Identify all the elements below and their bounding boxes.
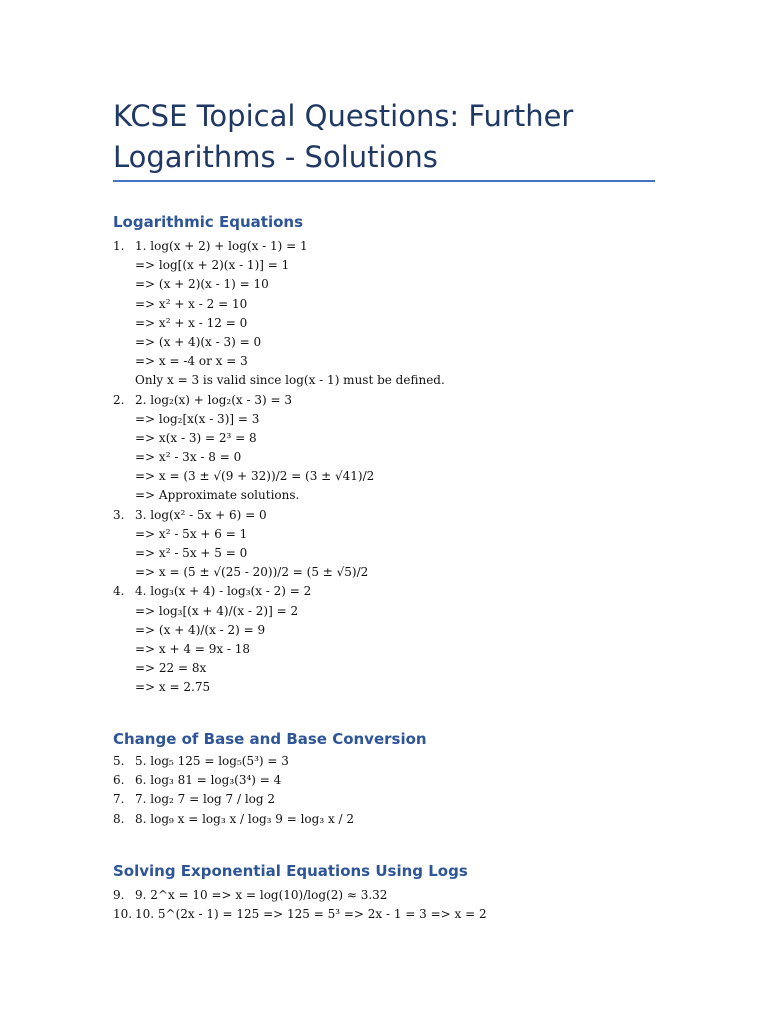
item-number: 4. <box>113 584 125 599</box>
item-line: => Approximate solutions. <box>135 488 300 503</box>
item-line: 2. log₂(x) + log₂(x - 3) = 3 <box>135 392 292 407</box>
section-heading-logarithmic-equations: Logarithmic Equations <box>113 213 304 231</box>
item-line: Only x = 3 is valid since log(x - 1) must be defined. <box>135 373 445 388</box>
item-number: 2. <box>113 392 125 407</box>
list-item <box>113 886 487 905</box>
item-number: 1. <box>113 239 125 253</box>
title-line-1: KCSE Topical Questions: Further <box>113 99 574 133</box>
item-number: 8. <box>113 811 125 826</box>
item-line: 10. 5^(2x - 1) = 125 => 125 = 5³ => 2x - 1 = 3 => x = 2 <box>135 907 487 922</box>
list-item <box>113 771 354 790</box>
item-number: 9. <box>113 888 125 902</box>
item-line: => x² - 5x + 5 = 0 <box>135 546 248 560</box>
list-item <box>113 391 445 506</box>
item-number: 10. <box>113 907 133 922</box>
item-line: 3. log(x² - 5x + 6) = 0 <box>135 507 267 522</box>
title-line-2: Logarithms - Solutions <box>113 140 438 174</box>
item-line: 6. log₃ 81 = log₃(3⁴) = 4 <box>135 773 282 788</box>
list-item <box>113 582 445 697</box>
item-line: 5. log₅ 125 = log₅(5³) = 3 <box>135 754 289 768</box>
item-line: => log₃[(x + 4)/(x - 2)] = 2 <box>135 603 299 618</box>
list-item <box>113 810 354 829</box>
item-line: => x = -4 or x = 3 <box>135 354 248 369</box>
item-line: => x(x - 3) = 2³ = 8 <box>135 430 257 445</box>
item-line: => x² + x - 2 = 10 <box>135 296 248 311</box>
item-line: => x² - 3x - 8 = 0 <box>135 450 242 465</box>
item-number: 7. <box>113 792 125 807</box>
item-line: 1. log(x + 2) + log(x - 1) = 1 <box>135 239 308 253</box>
item-line: 8. log₉ x = log₃ x / log₃ 9 = log₃ x / 2 <box>135 811 355 826</box>
item-line: => log₂[x(x - 3)] = 3 <box>135 411 260 426</box>
document-title <box>113 96 673 178</box>
item-line: => 22 = 8x <box>135 661 207 676</box>
section-list-logarithmic-equations <box>113 237 445 698</box>
section-heading-exponential-equations: Solving Exponential Equations Using Logs <box>113 862 468 880</box>
item-number: 3. <box>113 507 125 522</box>
item-line: => x = (5 ± √(25 - 20))/2 = (5 ± √5)/2 <box>135 565 369 580</box>
item-number: 5. <box>113 754 125 768</box>
title-underline <box>113 180 655 182</box>
list-item <box>113 506 445 583</box>
item-line: 9. 2^x = 10 => x = log(10)/log(2) ≈ 3.32 <box>135 888 388 902</box>
list-item <box>113 905 487 924</box>
item-line: => x² + x - 12 = 0 <box>135 315 248 330</box>
section-list-exponential-equations <box>113 886 487 924</box>
list-item <box>113 237 445 391</box>
item-line: => (x + 4)(x - 3) = 0 <box>135 334 262 349</box>
item-line: => x + 4 = 9x - 18 <box>135 641 251 656</box>
section-list-change-of-base <box>113 752 354 829</box>
list-item <box>113 752 354 771</box>
item-line: 4. log₃(x + 4) - log₃(x - 2) = 2 <box>135 584 312 599</box>
item-line: => (x + 2)(x - 1) = 10 <box>135 277 269 292</box>
list-item <box>113 790 354 809</box>
section-heading-change-of-base: Change of Base and Base Conversion <box>113 730 427 748</box>
item-line: => log[(x + 2)(x - 1)] = 1 <box>135 258 290 273</box>
item-line: => x = (3 ± √(9 + 32))/2 = (3 ± √41)/2 <box>135 469 375 484</box>
item-line: => x = 2.75 <box>135 680 211 695</box>
item-number: 6. <box>113 773 125 788</box>
item-line: => (x + 4)/(x - 2) = 9 <box>135 622 266 637</box>
item-line: 7. log₂ 7 = log 7 / log 2 <box>135 792 276 807</box>
item-line: => x² - 5x + 6 = 1 <box>135 526 248 541</box>
